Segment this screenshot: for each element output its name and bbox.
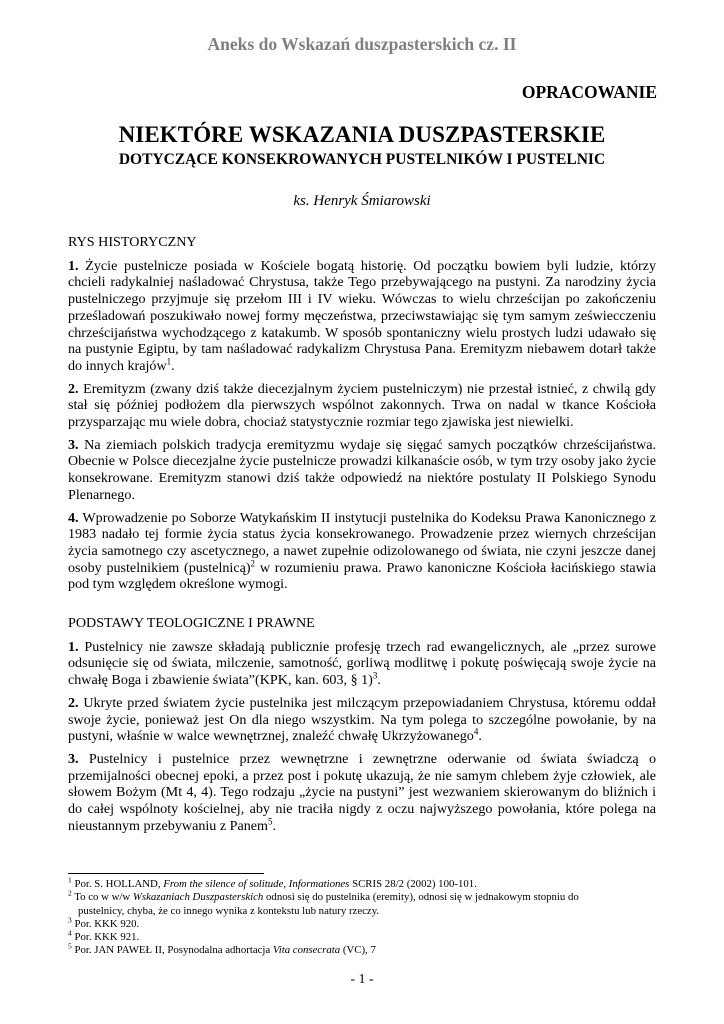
paragraph-text: Ukryte przed światem życie pustelnika jest milczącym przepowiadaniem Chrystusa, któremu oddał swoje życie, ponieważ jest On dla niego wszystkim. Na tym polega to szczególne powołanie, by na pustyni, właśnie w walce wewnętrznej, znaleźć chwałę Ukrzyżowanego xyxy=(68,694,656,745)
paragraph-tail: . xyxy=(272,817,277,834)
document-title: NIEKTÓRE WSKAZANIA DUSZPASTERSKIE xyxy=(118,122,606,147)
footnote-italic: From the silence of solitude xyxy=(163,878,284,890)
section-heading: PODSTAWY TEOLOGICZNE I PRAWNE xyxy=(68,615,315,632)
footnote-ref[interactable]: 2 xyxy=(250,557,256,568)
footnote-continuation xyxy=(68,905,658,918)
paragraph-tail: . xyxy=(171,357,175,374)
footnote-text: odnosi się do pustelnika (eremity), odnosi się w jednakowym stopniu do xyxy=(263,891,579,904)
author-name: ks. Henryk Śmiarowski xyxy=(293,193,431,209)
footnote-separator xyxy=(68,873,264,874)
paragraph-number: 4. xyxy=(68,509,79,526)
paragraph-number: 1. xyxy=(68,257,79,274)
footnote-number: 5 xyxy=(68,941,72,951)
paragraph-number: 1. xyxy=(68,638,79,655)
footnote-text: Por. S. HOLLAND, xyxy=(71,878,164,890)
footnote-text: Por. JAN PAWEŁ II, Posynodalna adhortacja xyxy=(71,944,273,957)
footnote xyxy=(68,941,658,957)
footnote-text: To co w w/w xyxy=(71,891,133,904)
paragraph-tail: . xyxy=(377,672,381,689)
paragraph xyxy=(68,381,656,431)
footnote xyxy=(68,875,658,891)
footnote-number: 2 xyxy=(68,888,72,898)
footnote-number: 3 xyxy=(68,915,72,925)
body-content xyxy=(68,234,656,841)
footnote-italic: Vita consecrata xyxy=(272,944,341,957)
footnote-text: (VC), 7 xyxy=(340,944,376,957)
paragraph-tail: w rozumieniu prawa. Prawo kanoniczne Kościoła łacińskiego stawia pod tym względem określone wymogi. xyxy=(68,559,656,593)
paragraph-number: 3. xyxy=(68,436,79,453)
paragraph xyxy=(68,639,656,689)
paragraph-text: Pustelnicy nie zawsze składają publicznie profesję trzech rad ewangelicznych, ale „przez surowe odsunięcie się od świata, milczenie, samotność, gorliwą modlitwę i pokutę poświęcają swoje życie na chwałę Boga i zbawienie świata”(KPK, kan. 603, § 1) xyxy=(68,638,656,689)
paragraph-text: Pustelnicy i pustelnice przez wewnętrzne i zewnętrzne oderwanie od świata świadczą o przemijalności obecnej epoki, a przez post i pokutę ukazują, że nie samym chlebem żyje człowiek, ale słowem Bożym (Mt 4, 4). Tego rodzaju „życie na pustyni” jest wezwaniem skierowanym do bliźnich i do całej wspólnoty kościelnej, aby nie traciła nigdy z oczu najwyższego powołania, które polega na nieustannym przebywaniu z Panem xyxy=(68,750,656,834)
footnote-italic: Wskazaniach Duszpasterskich xyxy=(132,891,264,904)
footnote-ref[interactable]: 5 xyxy=(268,816,273,827)
footnote-text: , xyxy=(283,878,289,890)
paragraph-text: Życie pustelnicze posiada w Kościele bogatą historię. Od początku bowiem byli ludzie, którzy chcieli radykalniej naśladować Chrystusa, także Tego przebywającego na pustyni. Za narodziny życia pustelniczego przyjmuje się przełom III i IV wieku. Wówczas to wielu chrześcijan po zakończeniu prześladowań poszukiwało nowej formy męczeństwa, przeciwstawiając się tym samym zeświecczeniu chrześcijaństwa wychodzącego z katakumb. W sposób spontaniczny wielu prostych ludzi udawało się na pustynie Egiptu, by tam naśladować radykalizm Chrystusa Pana. Eremityzm niebawem dotarł także do innych krajów xyxy=(68,257,656,374)
footnote-number: 1 xyxy=(68,875,72,885)
paragraph-number: 3. xyxy=(68,750,79,767)
paragraph-tail: . xyxy=(478,728,482,745)
paragraph xyxy=(68,695,656,745)
footnote-text: pustelnicy, chyba, że co innego wynika z kontekstu lub natury rzeczy. xyxy=(78,904,380,917)
page-number: - 1 - xyxy=(350,972,374,987)
footnote-text: Por. KKK 920. xyxy=(71,917,140,930)
document-subtitle: DOTYCZĄCE KONSEKROWANYCH PUSTELNIKÓW I PUSTELNIC xyxy=(118,151,606,168)
paragraph xyxy=(68,510,656,594)
footnote-ref[interactable]: 4 xyxy=(473,726,479,737)
paragraph-number: 2. xyxy=(68,694,79,711)
footnote-ref[interactable]: 1 xyxy=(166,356,172,367)
paragraph xyxy=(68,258,656,375)
footnote xyxy=(68,888,658,904)
paragraph xyxy=(68,751,656,835)
paragraph-text: Wprowadzenie po Soborze Watykańskim II instytucji pustelnika do Kodeksu Prawa Kanonicznego z 1983 nadało tej formie życia status życia konsekrowanego. Prowadzenie przez wiernych chrześcijan życia samotnego czy ascetycznego, a nawet zupełnie odizolowanego od świata, nie czyni jeszcze danej osoby pustelnikiem (pustelnicą) xyxy=(68,509,656,576)
footnote-text: SCRIS 28/2 (2002) 100-101. xyxy=(349,878,477,890)
paragraph-number: 2. xyxy=(68,380,79,397)
footnote xyxy=(68,928,658,944)
section-label: OPRACOWANIE xyxy=(521,82,657,102)
paragraph-text: Eremityzm (zwany dziś także diecezjalnym życiem pustelniczym) nie przestał istnieć, z chwilą gdy stał się później podłożem dla pierwszych wspólnot zakonnych. Trwa on nadal w tkance Kościoła przysparzając mu wiele dobra, chociaż statystycznie rozmiar tego zjawiska jest niewielki. xyxy=(68,380,656,431)
section-heading: RYS HISTORYCZNY xyxy=(68,234,197,250)
paragraph xyxy=(68,437,656,504)
footnote-text: Por. KKK 921. xyxy=(71,931,140,944)
footnote-italic: Informationes xyxy=(288,878,350,890)
footnote-ref[interactable]: 3 xyxy=(372,670,378,681)
paragraph-text: Na ziemiach polskich tradycja eremityzmu wydaje się sięgać samych początków chrześcijaństwa. Obecnie w Polsce diecezjalne życie pustelnicze prowadzi kilkanaście osób, w tym trzy osoby jako życie konsekrowane. Eremityzm stanowi dziś także odpowiedź na niektóre postulaty II Polskiego Synodu Plenarnego. xyxy=(68,436,657,503)
running-header: Aneks do Wskazań duszpasterskich cz. II xyxy=(207,34,517,54)
footnote xyxy=(68,915,658,931)
footnote-number: 4 xyxy=(68,928,72,938)
footnotes xyxy=(68,875,658,958)
